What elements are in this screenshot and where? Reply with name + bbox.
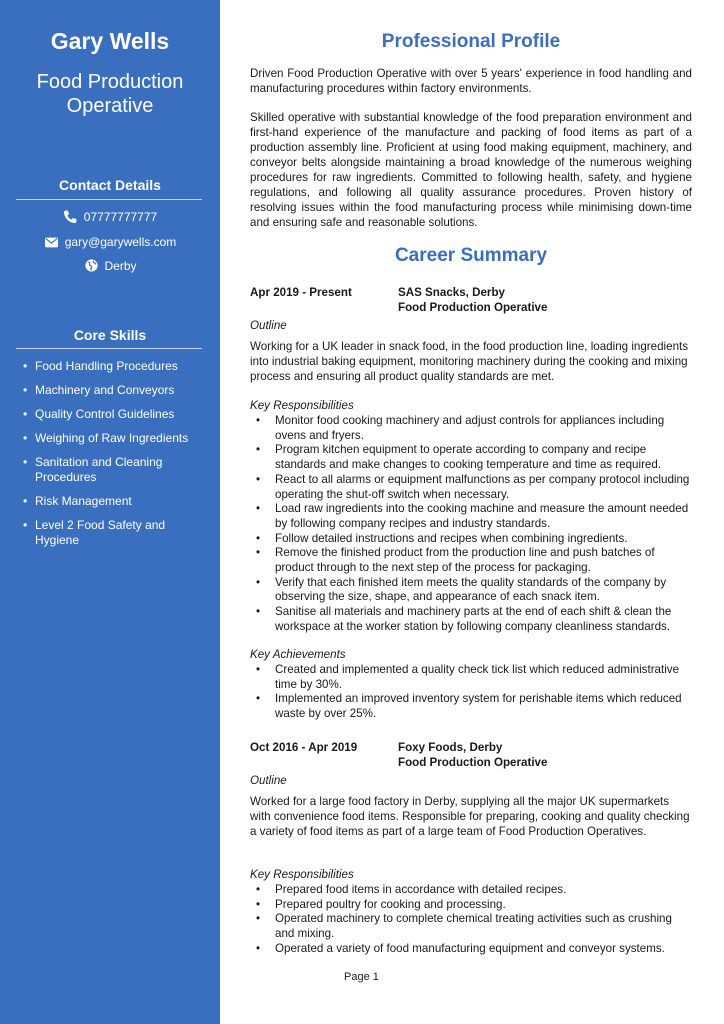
sidebar	[0, 0, 220, 1024]
skills-list	[23, 359, 208, 557]
email-address: gary@garywells.com	[64, 235, 177, 249]
job-dates: Oct 2016 - Apr 2019	[250, 741, 358, 754]
job-outline: Worked for a large food factory in Derby, supplying all the major UK supermarkets with convenience food items. Responsible for preparing, cooking and quality checking a variety of food items as part of a large team of Food Production Operatives.	[250, 795, 690, 838]
list-item: • Created and implemented a quality check tick list which reduced administrative time by 30%.	[250, 663, 692, 692]
job-company: SAS Snacks, Derby	[398, 286, 505, 299]
core-skills-heading: Core Skills	[73, 327, 147, 343]
phone-number: 07777777777	[83, 210, 158, 224]
contact-details-heading: Contact Details	[59, 177, 161, 193]
candidate-name: Gary Wells	[50, 28, 170, 54]
contact-divider	[16, 199, 202, 200]
career-summary-heading: Career Summary	[394, 245, 548, 266]
envelope-icon	[44, 237, 60, 251]
professional-profile-heading: Professional Profile	[381, 31, 561, 52]
candidate-title: Food Production Operative	[36, 71, 184, 117]
list-item: • Prepared food items in accordance with detailed recipes.	[250, 883, 692, 898]
list-item: • Follow detailed instructions and recipes when combining ingredients.	[250, 532, 692, 547]
responsibilities-label: Key Responsibilities	[250, 399, 354, 412]
contact-location	[0, 259, 220, 275]
responsibilities-list	[250, 883, 692, 957]
globe-icon	[83, 259, 99, 275]
profile-details: Skilled operative with substantial knowledge of the food preparation environment and first-hand experience of the manufacture and packing of food items as part of a production assembly line. Proficient at using food making equipment, machinery, and conveyor belts alongside maintaining a broad knowledge of the numerous weighing procedures for raw ingredients. Committed to following health, safety, and hygiene regulations, and following all quality assurance procedures. Proven history of resolving issues within the food manufacturing process while minimising down-time and ensuring safe and reasonable solutions.	[250, 111, 692, 229]
list-item: • Monitor food cooking machinery and adjust controls for appliances including ovens and fryers.	[250, 414, 692, 443]
job-dates: Apr 2019 - Present	[250, 286, 352, 299]
job-company: Foxy Foods, Derby	[398, 741, 503, 754]
achievements-list	[250, 663, 692, 722]
list-item: • Verify that each finished item meets the quality standards of the company by observing the size, shape, and appearance of each snack item.	[250, 576, 692, 605]
list-item: • Prepared poultry for cooking and processing.	[250, 898, 692, 913]
job-role: Food Production Operative	[398, 301, 548, 314]
list-item: • Implemented an improved inventory system for perishable items which reduced waste by over 25%.	[250, 692, 692, 721]
profile-summary: Driven Food Production Operative with over 5 years' experience in food handling and manufacturing procedures within factory environments.	[250, 67, 692, 95]
skill-item: • Sanitation and Cleaning Procedures	[23, 455, 208, 485]
page-number: Page 1	[344, 971, 379, 983]
list-item: • Load raw ingredients into the cooking machine and measure the amount needed by following company recipes and industry standards.	[250, 502, 692, 531]
skill-item: • Quality Control Guidelines	[23, 407, 208, 422]
phone-icon	[63, 210, 79, 226]
job-role: Food Production Operative	[398, 756, 548, 769]
skill-item: • Level 2 Food Safety and Hygiene	[23, 518, 208, 548]
contact-phone	[0, 210, 220, 226]
skill-item: • Food Handling Procedures	[23, 359, 208, 374]
outline-label: Outline	[250, 774, 287, 787]
achievements-label: Key Achievements	[250, 648, 346, 661]
list-item: • Operated a variety of food manufacturing equipment and conveyor systems.	[250, 942, 692, 957]
skill-item: • Risk Management	[23, 494, 208, 509]
responsibilities-label: Key Responsibilities	[250, 868, 354, 881]
contact-email	[0, 235, 220, 251]
job-outline: Working for a UK leader in snack food, in the food production line, loading ingredients into industrial baking equipment, monitoring machinery during the cooking and mixing process and ensuring all product quality standards are met.	[250, 340, 689, 383]
skill-item: • Machinery and Conveyors	[23, 383, 208, 398]
list-item: • Sanitise all materials and machinery parts at the end of each shift & clean the workspace at the worker station by following company cleanliness standards.	[250, 605, 692, 634]
location-text: Derby	[104, 259, 137, 273]
responsibilities-list	[250, 414, 692, 635]
list-item: • Remove the finished product from the production line and push batches of product through to the next step of the process for packaging.	[250, 546, 692, 575]
list-item: • Operated machinery to complete chemical treating activities such as crushing and mixing.	[250, 912, 692, 941]
list-item: • React to all alarms or equipment malfunctions as per company protocol including operating the shut-off switch when necessary.	[250, 473, 692, 502]
skills-divider	[16, 348, 202, 349]
skill-item: • Weighing of Raw Ingredients	[23, 431, 208, 446]
outline-label: Outline	[250, 319, 287, 332]
list-item: • Program kitchen equipment to operate according to company and recipe standards and make changes to cooking temperature and time as required.	[250, 443, 692, 472]
